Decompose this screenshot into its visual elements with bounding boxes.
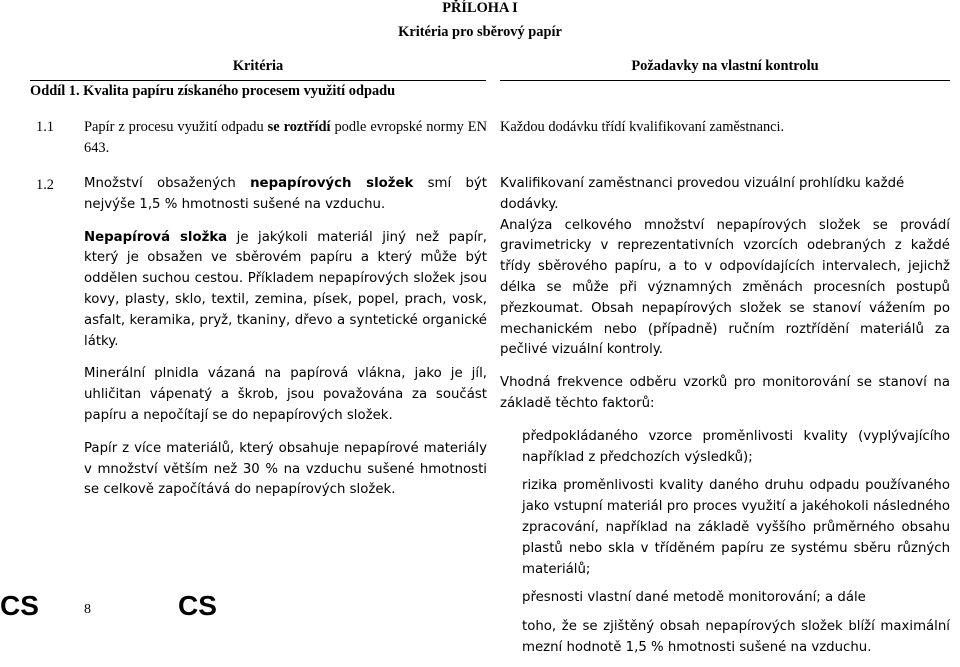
criteria-paragraph-4: Papír z více materiálů, který obsahuje nepapírové materiály v množství větším než 30 % na vzduchu sušené hmotnosti se celkově započítává do nepapírových složek. [84,440,487,498]
header-rule-right [500,80,950,81]
annex-title: PŘÍLOHA I [442,0,518,16]
factor-item: toho, že se zjištěný obsah nepapírových složek blíží maximální mezní hodnotě 1,5 % hmotnosti sušené na vzduchu. [522,619,950,655]
criteria-paragraph-1: Množství obsažených nepapírových složek smí být nejvýše 1,5 % hmotnosti sušené na vzduchu. [84,176,487,212]
criteria-paragraph-3: Minerální plnidla vázaná na papírová vlákna, jako je jíl, uhličitan vápenatý a škrob, jsou považována za součást papíru a nepočítají se do nepapírových složek. [84,366,487,423]
row-1-1-criteria: Papír z procesu využití odpadu se roztřídí podle evropské normy EN 643. [84,119,487,156]
footer-language-left: CS [0,590,39,621]
factor-item: předpokládaného vzorce proměnlivosti kvality (vyplývajícího například z předchozích výsledků); [522,428,950,465]
factor-item: přesnosti vlastní dané metodě monitorování; a dále [522,590,866,606]
footer-language-right: CS [178,590,217,621]
row-1-1-control: Každou dodávku třídí kvalifikovaní zaměstnanci. [500,119,785,135]
page-number: 8 [84,602,91,617]
row-1-1-number: 1.1 [36,119,54,135]
criteria-header: Kritéria [232,58,284,74]
control-paragraph-3: Vhodná frekvence odběru vzorků pro monitorování se stanoví na základě těchto faktorů: [500,375,950,411]
control-paragraph-2: Analýza celkového množství nepapírových složek se provádí gravimetricky v reprezentativních vzorcích odebraných z každé třídy sběrového papíru, a to v odpovídajících intervalech, jejichž délka se může při významných změnách procesních postupů přezkoumat. Obsah nepapírových složek se stanoví vážením po mechanickém nebo (případně) ručním roztřídění materiálů za pečlivé vizuální kontroly. [500,217,950,358]
annex-subtitle: Kritéria pro sběrový papír [398,24,562,40]
row-1-2-criteria [84,174,487,501]
section-title: Oddíl 1. Kvalita papíru získaného procesem využití odpadu [30,83,396,99]
row-1-2-number: 1.2 [36,177,54,193]
factor-list [522,427,950,659]
factor-item: rizika proměnlivosti kvality daného druhu odpadu používaného jako vstupní materiál pro proces využití a jakéhokoli následného zpracování, například na základě vyššího průměrného obsahu plastů nebo skla v tříděném papíru ze systému sběru různých materiálů; [522,478,950,577]
control-header: Požadavky na vlastní kontrolu [631,58,819,74]
criteria-paragraph-2: Nepapírová složka je jakýkoli materiál jiný než papír, který je obsažen ve sběrovém papíru a který může být oddělen suchou cestou. Příkladem nepapírových složek jsou kovy, plasty, sklo, textil, zemina, písek, popel, prach, vosk, asfalt, keramika, pryž, tkaniny, dřevo a syntetické organické látky. [84,229,487,349]
control-paragraph-1: Kvalifikovaní zaměstnanci provedou vizuální prohlídku každé dodávky. [500,176,905,212]
row-1-2-control [500,174,950,667]
